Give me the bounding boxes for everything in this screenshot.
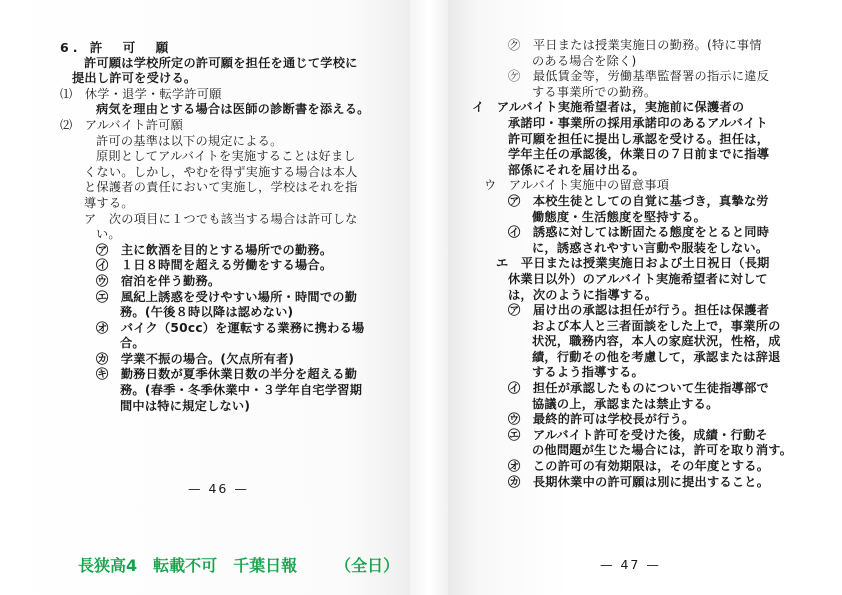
right-page-text (472, 38, 828, 490)
text-line: ㋔ この許可の有効期限は，その年度とする。 (508, 459, 770, 474)
text-line: い。 (96, 227, 121, 242)
right-page (448, 0, 842, 595)
text-line: ㋕ 長期休業中の許可願は別に提出すること。 (508, 474, 770, 489)
text-line: ㋑ 担任が承認したものについて生徒指導部で (508, 381, 769, 396)
text-line: エ 平日または授業実施日および土日祝日（長期 (496, 256, 770, 271)
text-line: 務。(午後８時以降は認めない) (120, 305, 294, 320)
text-line: ㋔ バイク（50cc）を運転する業務に携わる場 (96, 320, 365, 335)
text-line: ㋑ １日８時間を超える労働をする場合。 (96, 258, 333, 273)
text-line: 部係にそれを届け出る。 (508, 162, 645, 177)
text-line: と保護者の責任において実施し，学校はそれを指 (84, 180, 358, 195)
text-line: ㋗ 平日または授業実施日の勤務。(特に事情 (508, 38, 762, 52)
left-page (0, 0, 410, 595)
text-line: 状況，職務内容，本人の家庭状況，性格，成 (532, 334, 781, 349)
text-line: ㋖ 勤務日数が夏季休業日数の半分を超える勤 (96, 367, 358, 382)
text-line: ⑵ アルバイト許可願 (60, 117, 184, 132)
text-line: 病気を理由とする場合は医師の診断書を添える。 (96, 102, 370, 117)
text-line: 学年主任の承認後，休業日の７日前までに指導 (508, 147, 770, 162)
text-line: 協議の上，承認または禁止する。 (532, 396, 719, 411)
text-line: 休業日以外）のアルバイト実施希望者に対して (508, 271, 768, 286)
text-line: 提出し許可を受ける。 (72, 71, 197, 86)
text-line: 務。(春季・冬季休業中・３学年自宅学習期 (120, 383, 363, 398)
text-line: ㋓ 風紀上誘惑を受けやすい場所・時間での勤 (96, 289, 358, 304)
text-line: 績，行動その他を考慮して，承認または辞退 (532, 349, 781, 364)
text-line: くない。しかし，やむを得ず実施する場合は本人 (84, 164, 358, 179)
left-page-number: — 46 — (188, 481, 249, 496)
text-line: するよう指導する。 (532, 365, 644, 380)
source-caption-sub: （全日） (335, 556, 400, 575)
source-caption (78, 553, 399, 576)
text-line: 許可の基準は以下の規定による。 (96, 133, 283, 148)
text-line: ㋐ 本校生徒としての自覚に基づき，真摯な労 (508, 193, 769, 208)
text-line: 合。 (120, 336, 145, 351)
text-line: ウ アルバイト実施中の留意事項 (484, 178, 670, 193)
text-line: ⑴ 休学・退学・転学許可願 (60, 86, 222, 101)
book-gutter (410, 0, 448, 595)
right-page-number: — 47 — (600, 557, 661, 572)
text-line: ㋕ 学業不振の場合。(欠点所有者) (96, 351, 295, 366)
text-line: イ アルバイト実施希望者は，実施前に保護者の (472, 100, 745, 115)
text-line: 間中は特に規定しない) (120, 398, 251, 413)
text-line: のある場合を除く) (532, 53, 637, 68)
text-line: 原則としてアルバイトを実施することは好まし (96, 149, 356, 164)
text-line: 承諾印・事業所の採用承諾印のあるアルバイト (508, 115, 768, 130)
text-line: 許可願を担任に提出し承認を受ける。担任は， (508, 131, 770, 146)
text-line: ㋑ 誘惑に対しては断固たる態度をとると同時 (508, 225, 770, 240)
text-line: 導する。 (84, 195, 134, 210)
text-line: ㋐ 届け出の承認は担任が行う。担任は保護者 (508, 303, 770, 318)
text-line: ㋓ アルバイト許可を受けた後，成績・行動そ (508, 427, 768, 442)
text-line: および本人と三者面談をした上で，事業所の (532, 318, 781, 333)
source-caption-main: 長狭高4 転載不可 千葉日報 (78, 556, 298, 575)
text-line: に，誘惑されやすい言動や服装をしない。 (532, 240, 769, 255)
text-line: 6. 許 可 願 (60, 40, 173, 55)
text-line: の他問題が生じた場合には，許可を取り消す。 (532, 443, 793, 458)
text-line: する事業所での勤務。 (532, 84, 657, 99)
text-line: ㋒ 宿泊を伴う勤務。 (96, 273, 221, 288)
text-line: ㋐ 主に飲酒を目的とする場所での勤務。 (96, 242, 333, 257)
text-line: 働態度・生活態度を堅持する。 (532, 209, 707, 224)
text-line: ㋘ 最低賃金等，労働基準監督署の指示に違反 (508, 69, 770, 84)
text-line: は，次のように指導する。 (508, 287, 658, 302)
text-line: 許可願は学校所定の許可願を担任を通じて学校に (84, 55, 358, 70)
text-line: ㋒ 最終的許可は学校長が行う。 (508, 412, 695, 427)
text-line: ア 次の項目に１つでも該当する場合は許可しな (84, 211, 358, 226)
left-page-text (60, 40, 392, 414)
